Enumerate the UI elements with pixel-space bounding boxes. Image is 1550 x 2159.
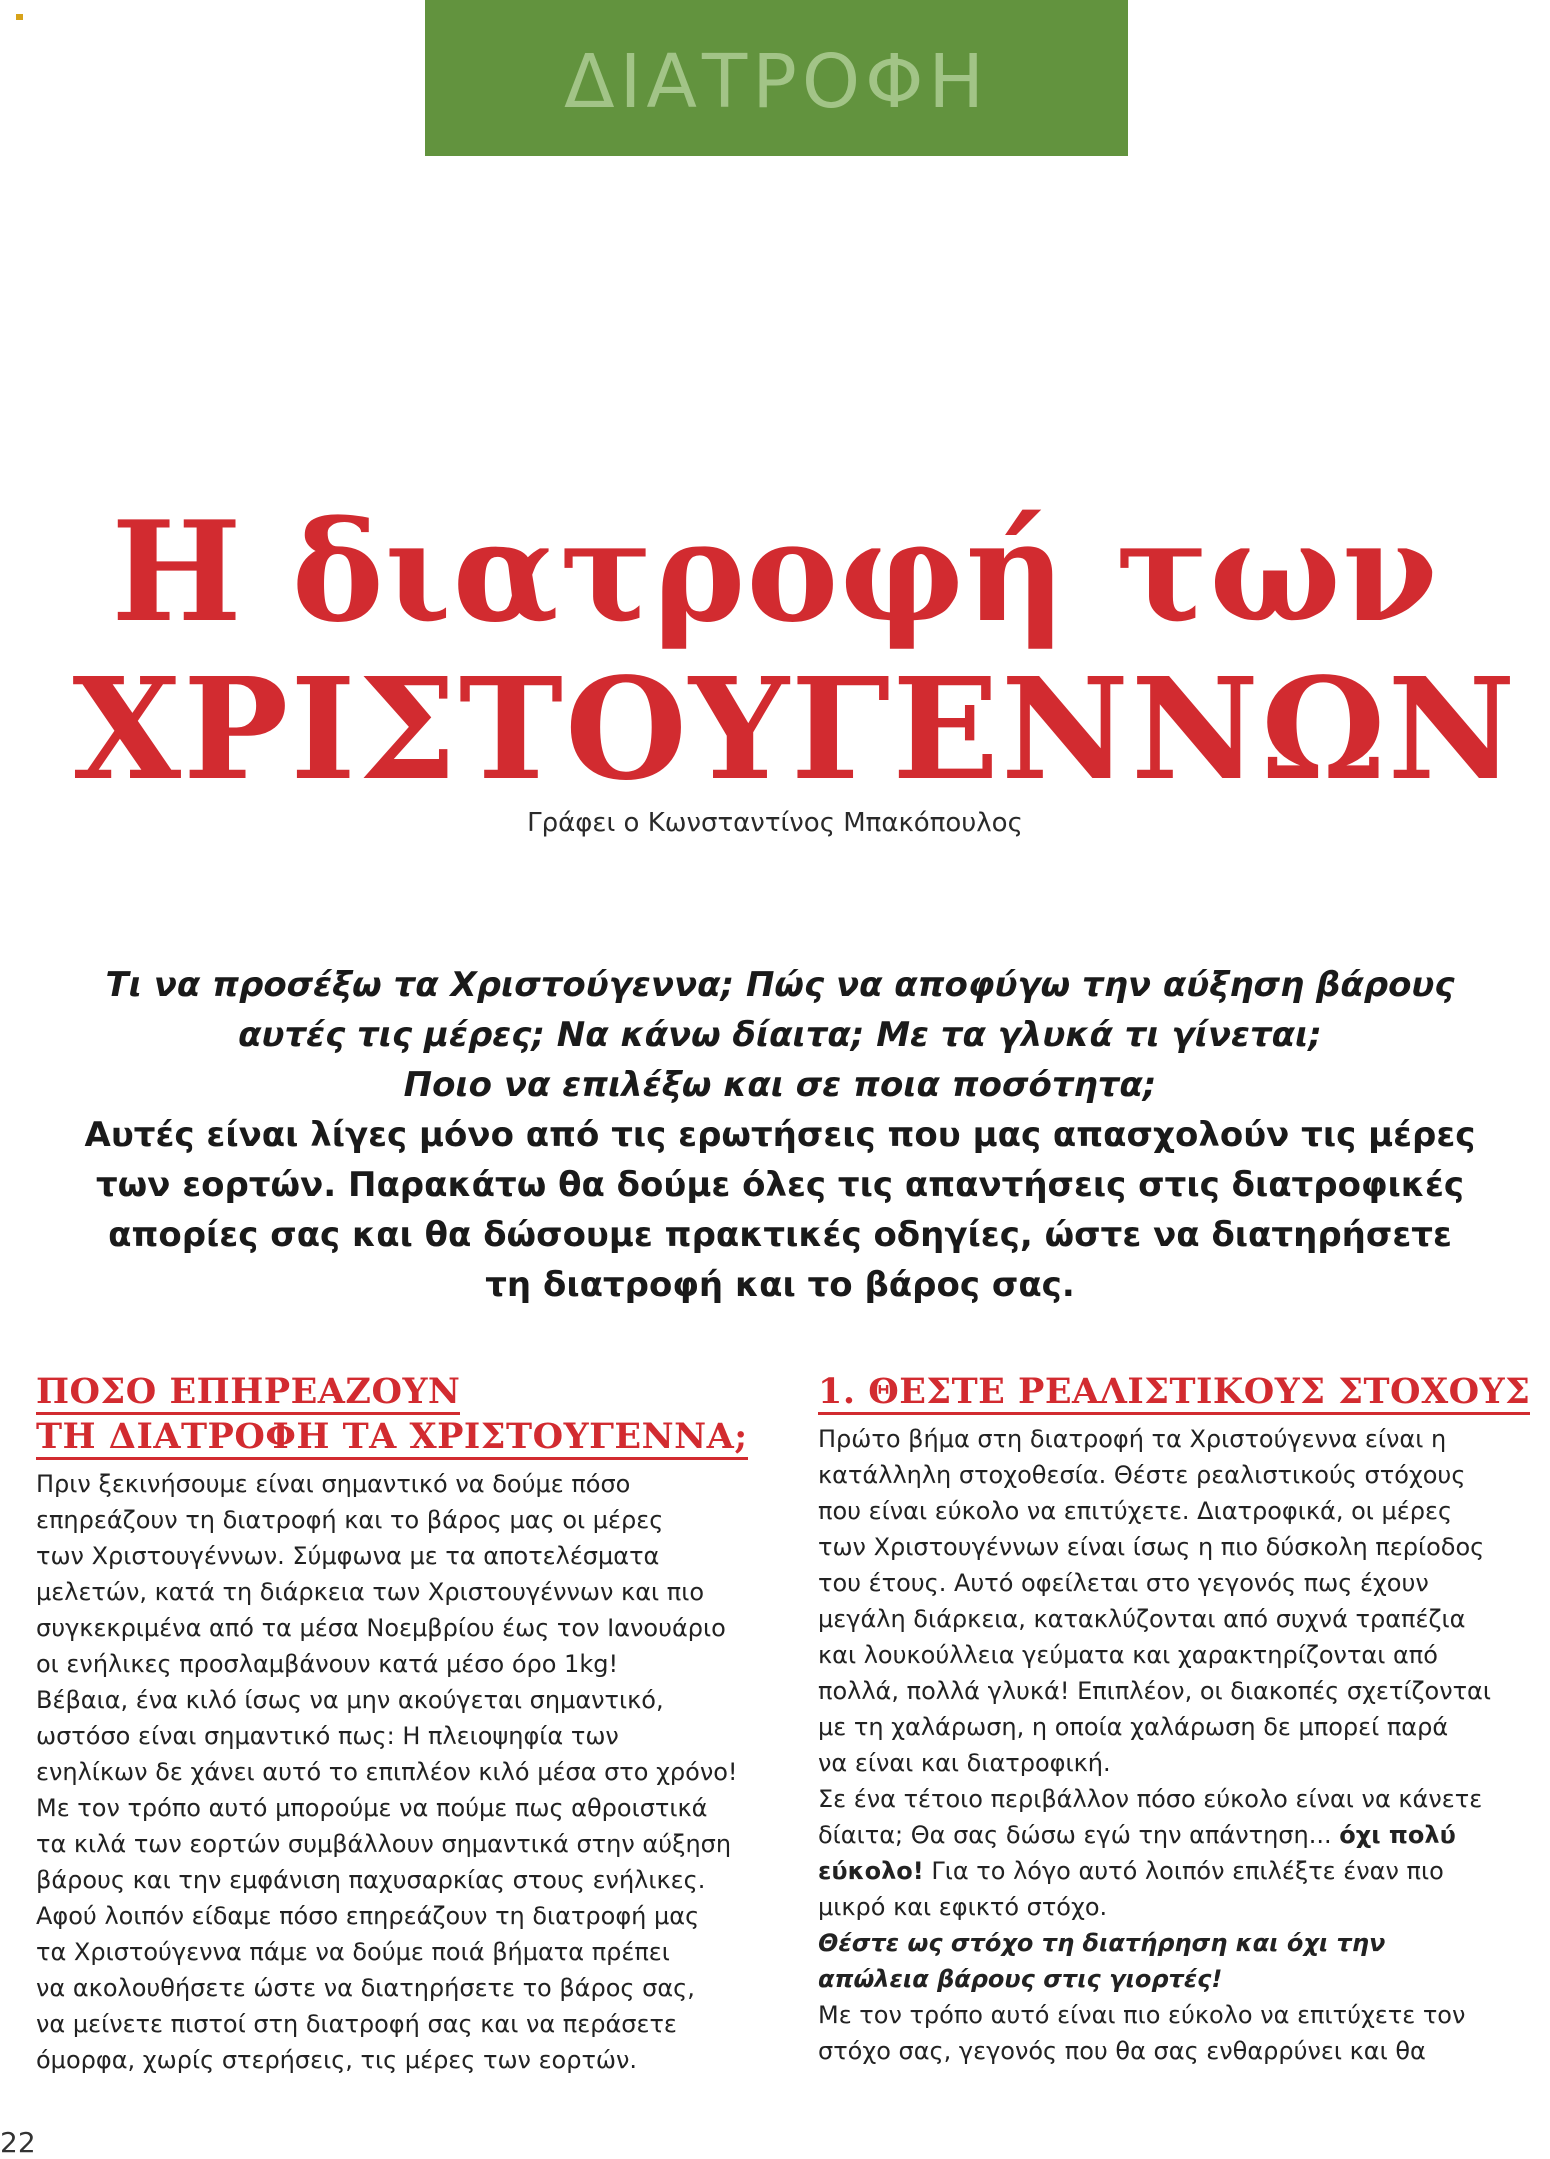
body-line: με τη χαλάρωση, η οποία χαλάρωση δε μπορεί παρά xyxy=(818,1713,1449,1741)
intro xyxy=(80,960,1480,1310)
body-line xyxy=(818,1853,1538,1889)
body-line: τα Χριστούγεννα πάμε να δούμε ποιά βήματα πρέπει xyxy=(36,1938,670,1966)
body-line: Σε ένα τέτοιο περιβάλλον πόσο εύκολο είναι να κάνετε xyxy=(818,1785,1483,1813)
right-column xyxy=(818,1370,1538,2069)
body-line: κατάλληλη στοχοθεσία. Θέστε ρεαλιστικούς στόχους xyxy=(818,1461,1466,1489)
body-line: βάρους και την εμφάνιση παχυσαρκίας στους ενήλικες. xyxy=(36,1866,706,1894)
body-line: ενηλίκων δε χάνει αυτό το επιπλέον κιλό μέσα στο χρόνο! xyxy=(36,1758,738,1786)
intro-question: Τι να προσέξω τα Χριστούγεννα; Πώς να αποφύγω την αύξηση βάρους xyxy=(105,965,1455,1005)
body-line: συγκεκριμένα από τα μέσα Νοεμβρίου έως τον Ιανουάριο xyxy=(36,1614,726,1642)
intro-statement: των εορτών. Παρακάτω θα δούμε όλες τις απαντήσεις στις διατροφικές xyxy=(95,1165,1465,1205)
body-line: Αφού λοιπόν είδαμε πόσο επηρεάζουν τη διατροφή μας xyxy=(36,1902,700,1930)
body-line: μεγάλη διάρκεια, κατακλύζονται από συχνά τραπέζια xyxy=(818,1605,1466,1633)
body-line: μελετών, κατά τη διάρκεια των Χριστουγέννων και πιο xyxy=(36,1578,705,1606)
body-line: τα κιλά των εορτών συμβάλλουν σημαντικά στην αύξηση xyxy=(36,1830,732,1858)
left-column xyxy=(36,1370,756,2078)
body-line: Βέβαια, ένα κιλό ίσως να μην ακούγεται σημαντικό, xyxy=(36,1686,664,1714)
emphasis-line: Θέστε ως στόχο τη διατήρηση και όχι την xyxy=(818,1929,1386,1957)
intro-statement: Αυτές είναι λίγες μόνο από τις ερωτήσεις που μας απασχολούν τις μέρες xyxy=(84,1115,1476,1155)
page-number: 22 xyxy=(0,2126,36,2159)
body-line: όμορφα, χωρίς στερήσεις, τις μέρες των εορτών. xyxy=(36,2046,638,2074)
body-line: πολλά, πολλά γλυκά! Επιπλέον, οι διακοπές σχετίζονται xyxy=(818,1677,1491,1705)
body-line: και λουκούλλεια γεύματα και χαρακτηρίζονται από xyxy=(818,1641,1438,1669)
body-line: οι ενήλικες προσλαμβάνουν κατά μέσο όρο 1kg! xyxy=(36,1650,619,1678)
body-line: ωστόσο είναι σημαντικό πως: Η πλειοψηφία των xyxy=(36,1722,619,1750)
bold-text: εύκολο! xyxy=(818,1857,924,1885)
body-line: μικρό και εφικτό στόχο. xyxy=(818,1893,1108,1921)
body-line: επηρεάζουν τη διατροφή και το βάρος μας οι μέρες xyxy=(36,1506,664,1534)
headline-line-1: Η διατροφή των xyxy=(111,490,1439,653)
body-line: του έτους. Αυτό οφείλεται στο γεγονός πως έχουν xyxy=(818,1569,1429,1597)
emphasis-line: απώλεια βάρους στις γιορτές! xyxy=(818,1965,1223,1993)
body-line: των Χριστουγέννων είναι ίσως η πιο δύσκολη περίοδος xyxy=(818,1533,1485,1561)
right-heading-text: 1. ΘΕΣΤΕ ΡΕΑΛΙΣΤΙΚΟΥΣ ΣΤΟΧΟΥΣ xyxy=(818,1372,1530,1415)
section-tab xyxy=(425,0,1128,156)
corner-mark xyxy=(16,14,23,20)
intro-statement: τη διατροφή και το βάρος σας. xyxy=(485,1265,1075,1305)
bold-text: όχι πολύ xyxy=(1339,1821,1456,1849)
intro-question: αυτές τις μέρες; Να κάνω δίαιτα; Με τα γλυκά τι γίνεται; xyxy=(238,1015,1322,1055)
body-line xyxy=(818,1817,1538,1853)
body-text: δίαιτα; Θα σας δώσω εγώ την απάντηση... xyxy=(818,1821,1340,1849)
body-line: Πρώτο βήμα στη διατροφή τα Χριστούγεννα είναι η xyxy=(818,1425,1447,1453)
headline-line-2: ΧΡΙΣΤΟΥΓΕΝΝΩΝ xyxy=(72,648,1518,812)
body-line: Με τον τρόπο αυτό είναι πιο εύκολο να επιτύχετε τον xyxy=(818,2001,1466,2029)
left-heading xyxy=(36,1370,756,1460)
left-heading-line-2: ΤΗ ΔΙΑΤΡΟΦΗ ΤΑ ΧΡΙΣΤΟΥΓΕΝΝΑ; xyxy=(36,1417,748,1460)
section-label: ΔΙΑΤΡΟΦΗ xyxy=(563,39,990,125)
body-line: στόχο σας, γεγονός που θα σας ενθαρρύνει και θα xyxy=(818,2037,1426,2065)
right-heading xyxy=(818,1370,1538,1415)
body-line: Πριν ξεκινήσουμε είναι σημαντικό να δούμε πόσο xyxy=(36,1470,631,1498)
body-line: Με τον τρόπο αυτό μπορούμε να πούμε πως αθροιστικά xyxy=(36,1794,708,1822)
body-line: να μείνετε πιστοί στη διατροφή σας και να περάσετε xyxy=(36,2010,677,2038)
body-line: να είναι και διατροφική. xyxy=(818,1749,1111,1777)
intro-question: Ποιο να επιλέξω και σε ποια ποσότητα; xyxy=(403,1065,1157,1105)
byline: Γράφει ο Κωνσταντίνος Μπακόπουλος xyxy=(527,808,1023,838)
body-line: να ακολουθήσετε ώστε να διατηρήσετε το βάρος σας, xyxy=(36,1974,695,2002)
body-line: που είναι εύκολο να επιτύχετε. Διατροφικά, οι μέρες xyxy=(818,1497,1453,1525)
body-text: Για το λόγο αυτό λοιπόν επιλέξτε έναν πιο xyxy=(923,1857,1444,1885)
body-line: των Χριστουγέννων. Σύμφωνα με τα αποτελέσματα xyxy=(36,1542,660,1570)
intro-statement: απορίες σας και θα δώσουμε πρακτικές οδηγίες, ώστε να διατηρήσετε xyxy=(108,1215,1452,1255)
left-heading-line-1: ΠΟΣΟ ΕΠΗΡΕΑΖΟΥΝ xyxy=(36,1372,460,1415)
